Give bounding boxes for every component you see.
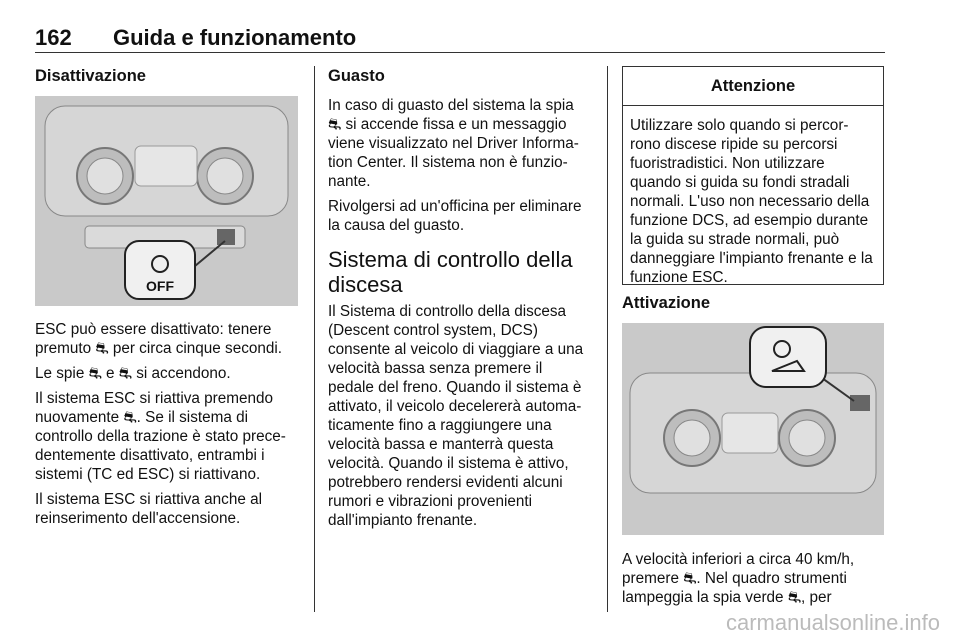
warning-title: Attenzione: [623, 67, 883, 106]
column-1: [35, 66, 300, 534]
section-heading-activation: Attivazione: [622, 294, 711, 312]
column-divider: [314, 66, 315, 612]
dashboard-photo-dcs: [622, 323, 884, 535]
dashboard-illustration: [622, 323, 884, 535]
dashboard-photo-esc-off: [35, 96, 298, 306]
paragraph: ESC può essere disattivato: tenere premuto ⛐ per circa cinque secondi.: [35, 321, 283, 357]
paragraph: Rivolgersi ad un'officina per eliminare la causa del guasto.: [328, 198, 582, 234]
column-3: [622, 293, 884, 613]
paragraph: A velocità inferiori a circa 40 km/h, premere ⛐. Nel quadro strumenti lampeggia la spia verde ⛐, per: [622, 551, 855, 606]
paragraph: In caso di guasto del sistema la spia ⛐ si accende fissa e un messaggio viene visualizzato nel Driver Informa-tion Center. Il sistema non è funzio-nante.: [328, 97, 579, 190]
section-heading-deactivation: Disattivazione: [35, 67, 146, 85]
paragraph: Il Sistema di controllo della discesa (Descent control system, DCS) consente al veicolo di viaggiare a una velocità bassa senza premere il pedale del freno. Quando il sistema è attivato, il veicolo decelererà automa-ticamente fino a raggiungere una velocità bassa e manterrà questa velocità. Quando il sistema è attivo, potrebbero rendersi evidenti alcuni rumori e vibrazioni provenienti dall'impianto frenante.: [328, 303, 584, 529]
watermark: carmanualsonline.info: [725, 610, 940, 635]
dashboard-illustration: [35, 96, 298, 306]
paragraph: Il sistema ESC si riattiva anche al reinserimento dell'accensione.: [35, 491, 262, 527]
chapter-title: Guida e funzionamento: [113, 25, 357, 50]
section-title-descent-control: Sistema di controllo della discesa: [328, 247, 573, 297]
warning-text: Utilizzare solo quando si percor-rono discese ripide su percorsi fuoristradistici. Non utilizzare quando si guida su fondi stradali normali. L'uso non necessario della funzione DCS, ad esempio durante la guida su strade normali, può danneggiare l'impianto frenante e la funzione ESC.: [630, 117, 873, 286]
esc-off-label: OFF: [146, 278, 174, 294]
warning-box: [622, 66, 884, 285]
column-divider: [607, 66, 608, 612]
section-heading-fault: Guasto: [328, 67, 385, 85]
column-2: [328, 66, 591, 536]
page-header: [35, 24, 885, 53]
paragraph: Le spie ⛐ e ⛐ si accendono.: [35, 365, 231, 382]
page-number: 162: [35, 25, 72, 50]
paragraph: Il sistema ESC si riattiva premendo nuovamente ⛐. Se il sistema di controllo della trazione è stato prece-dentemente disattivato, entrambi i sistemi (TC ed ESC) si riattivano.: [35, 390, 286, 483]
